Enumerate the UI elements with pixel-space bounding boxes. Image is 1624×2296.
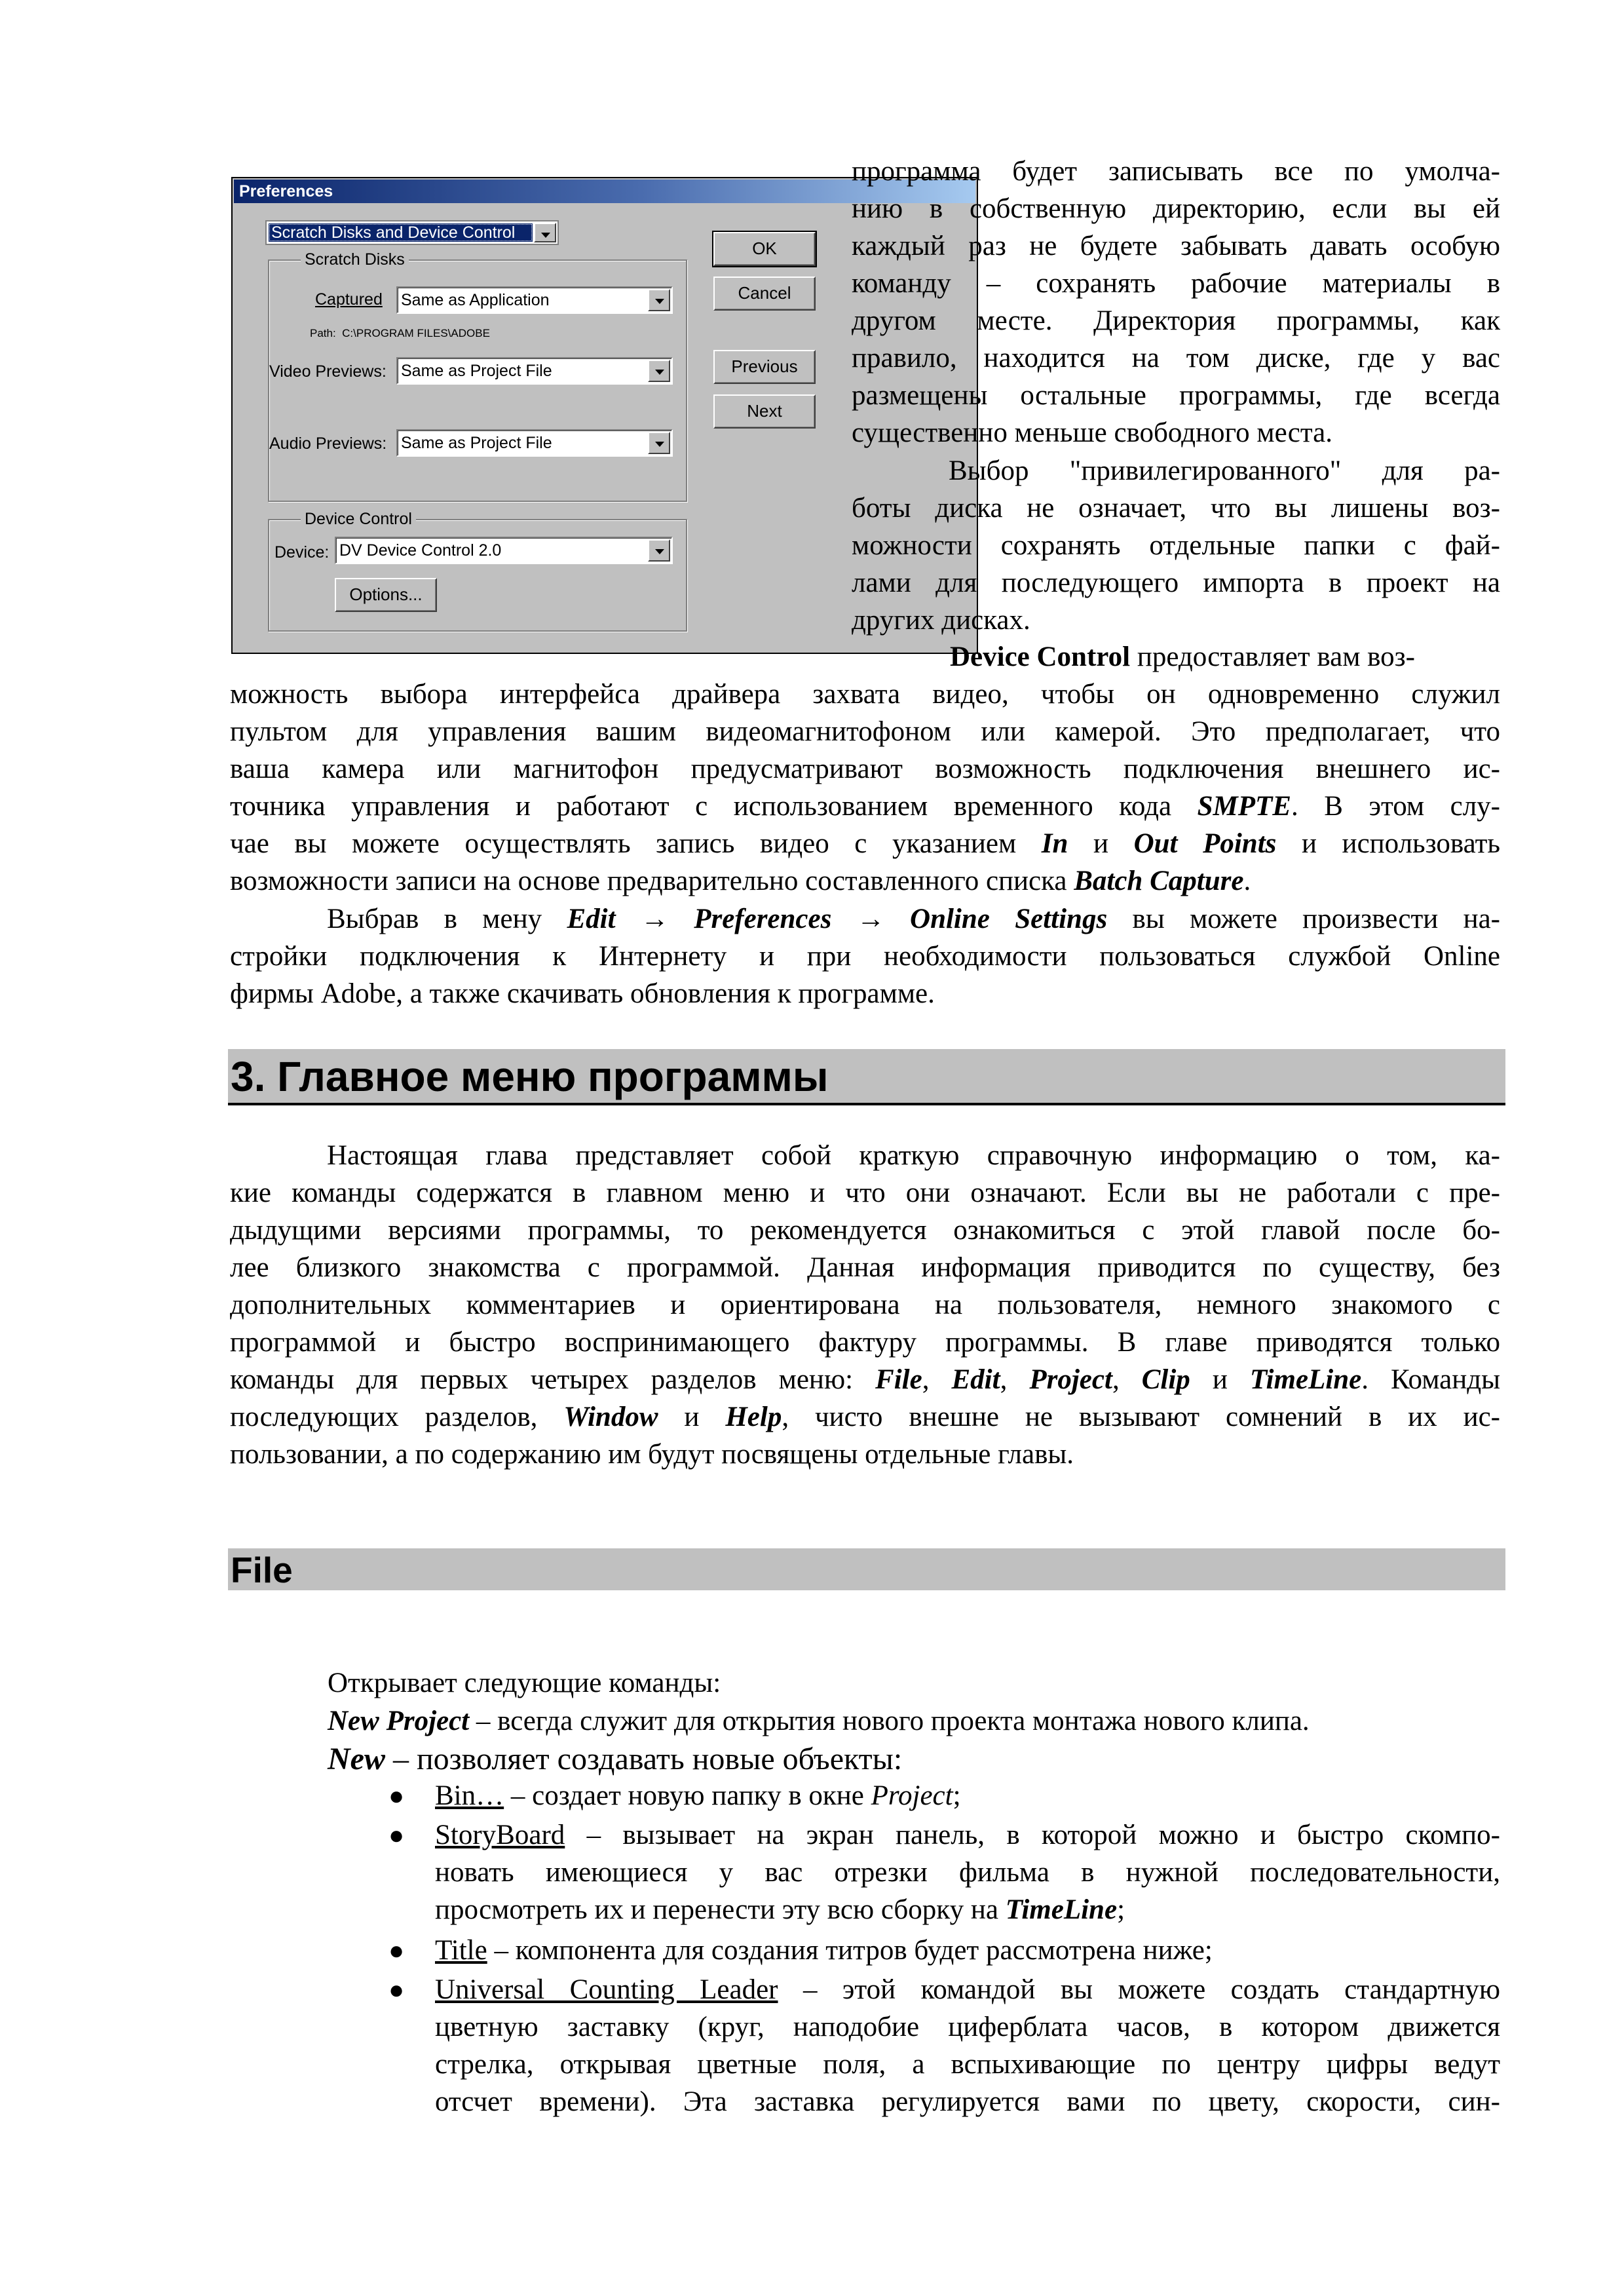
- title-link[interactable]: Title: [435, 1935, 487, 1966]
- text-line: стрелка, открывая цветные поля, а вспыхивающие по центру цифры ведут: [435, 2049, 1500, 2080]
- text-line: Universal Counting Leader – этой командой вы можете создать стандартную: [435, 1974, 1501, 2005]
- chevron-down-icon[interactable]: [648, 539, 670, 562]
- storyboard-link[interactable]: StoryBoard: [435, 1820, 565, 1850]
- ok-button[interactable]: OK: [713, 232, 816, 266]
- text-line: точника управления и работают с использованием временного кода SMPTE. В этом слу-: [230, 791, 1500, 822]
- text-line: лее близкого знакомства с программой. Данная информация приводится по существу, без: [230, 1252, 1500, 1283]
- text-line: команды для первых четырех разделов меню: File, Edit, Project, Clip и TimeLine. Команды: [230, 1364, 1501, 1395]
- text-line: программа будет записывать все по умолча-: [852, 156, 1500, 187]
- chapter-intro-paragraph: [230, 1137, 1500, 1473]
- audio-previews-label: Audio Previews:: [269, 434, 387, 453]
- captured-label: Captured: [315, 290, 383, 309]
- device-dropdown[interactable]: [335, 537, 673, 564]
- device-control-paragraph: [230, 638, 1500, 900]
- chevron-down-icon[interactable]: [648, 360, 670, 382]
- text-line: чае вы можете осуществлять запись видео с указанием In и Out Points и использовать: [230, 828, 1501, 859]
- text-line: боты диска не означает, что вы лишены воз-: [852, 493, 1500, 524]
- file-heading: File: [228, 1548, 1505, 1590]
- text-line: Выбрав в мену Edit → Preferences → Online Settings вы можете произвести на-: [327, 904, 1500, 934]
- next-button[interactable]: Next: [713, 394, 816, 429]
- text-line: каждый раз не будете забывать давать особую: [852, 231, 1500, 261]
- text-line: дополнительных комментариев и ориентирована на пользователя, немного знакомого с: [230, 1290, 1500, 1320]
- universal-counting-leader-link[interactable]: Universal Counting Leader: [435, 1974, 778, 2005]
- bullet-icon: ●: [388, 1975, 405, 2004]
- options-button[interactable]: Options...: [335, 578, 437, 612]
- cancel-button[interactable]: Cancel: [713, 277, 816, 311]
- text-line: команду – сохранять рабочие материалы в: [852, 268, 1500, 299]
- text-line: кие команды содержатся в главном меню и что они означают. Если вы не работали с пре-: [230, 1177, 1500, 1208]
- category-dropdown-value: Scratch Disks and Device Control: [269, 223, 533, 242]
- device-control-group-label: Device Control: [301, 510, 416, 528]
- text-line: последующих разделов, Window и Help, чисто внешне не вызывают сомнений в их ис-: [230, 1402, 1500, 1432]
- text-line: просмотреть их и перенести эту всю сборку на TimeLine;: [435, 1894, 1125, 1925]
- text-line: правило, находится на том диске, где у вас: [852, 343, 1500, 373]
- text-line: дыдущими версиями программы, то рекомендуется ознакомиться с этой главой после бо-: [230, 1215, 1500, 1246]
- video-previews-dropdown[interactable]: [396, 357, 673, 385]
- text-line: пультом для управления вашим видеомагнитофоном или камерой. Это предполагает, что: [230, 716, 1500, 747]
- new-project-line: New Project – всегда служит для открытия нового проекта монтажа нового клипа.: [328, 1706, 1310, 1736]
- chevron-down-icon[interactable]: [534, 223, 556, 242]
- bullet-universal-counting-leader: [435, 1971, 1500, 2120]
- device-control-group: [268, 519, 687, 632]
- text-line: других дисках.: [852, 605, 1030, 636]
- text-line: Выбор "привилегированного" для ра-: [949, 455, 1500, 486]
- text-line: возможности записи на основе предварительно составленного списка Batch Capture.: [230, 866, 1251, 896]
- file-opens-line: Открывает следующие команды:: [328, 1668, 721, 1698]
- bullet-bin: Bin… – создает новую папку в окне Project;: [435, 1780, 961, 1811]
- text-line: другом месте. Директория программы, как: [852, 305, 1500, 336]
- dialog-title-bar: Preferences: [234, 180, 975, 203]
- privileged-disk-paragraph: [852, 452, 1500, 639]
- text-line: новать имеющиеся у вас отрезки фильма в нужной последовательности,: [435, 1857, 1500, 1888]
- intro-column-paragraph: [852, 153, 1500, 451]
- text-line: отсчет времени). Эта заставка регулируется вами по цвету, скорости, син-: [435, 2086, 1500, 2117]
- text-line: лами для последующего импорта в проект на: [852, 567, 1500, 598]
- audio-previews-value: Same as Project File: [401, 434, 552, 452]
- text-line: цветную заставку (круг, наподобие циферблата часов, в котором движется: [435, 2012, 1500, 2042]
- text-line: можности сохранять отдельные папки с фай-: [852, 530, 1500, 561]
- bin-link[interactable]: Bin…: [435, 1780, 504, 1811]
- text-line: размещены остальные программы, где всегда: [852, 380, 1500, 411]
- text-line: стройки подключения к Интернету и при необходимости пользоваться службой Online: [230, 941, 1500, 972]
- bullet-title: Title – компонента для создания титров будет рассмотрена ниже;: [435, 1935, 1213, 1966]
- device-value: DV Device Control 2.0: [339, 541, 502, 560]
- scratch-disks-group-label: Scratch Disks: [301, 250, 409, 269]
- category-dropdown[interactable]: [265, 220, 559, 245]
- text-line: программой и быстро воспринимающего фактуру программы. В главе приводятся только: [230, 1327, 1500, 1358]
- online-settings-paragraph: [230, 900, 1500, 1012]
- text-line: ваша камера или магнитофон предусматривают возможность подключения внешнего ис-: [230, 754, 1500, 784]
- path-readout: Path: C:\PROGRAM FILES\ADOBE: [310, 327, 490, 339]
- text-line: пользовании, а по содержанию им будут посвящены отдельные главы.: [230, 1439, 1074, 1470]
- text-line: фирмы Adobe, а также скачивать обновления к программе.: [230, 978, 935, 1009]
- text-line: нию в собственную директорию, если вы ей: [852, 193, 1500, 224]
- captured-dropdown[interactable]: [396, 286, 673, 314]
- text-line: StoryBoard – вызывает на экран панель, в которой можно и быстро скомпо-: [435, 1820, 1500, 1850]
- text-line: Device Control предоставляет вам воз-: [950, 641, 1415, 672]
- text-line: существенно меньше свободного места.: [852, 417, 1332, 448]
- bullet-storyboard: [435, 1816, 1500, 1928]
- bullet-icon: ●: [388, 1781, 405, 1810]
- chevron-down-icon[interactable]: [648, 432, 670, 454]
- bullet-icon: ●: [388, 1820, 405, 1850]
- text-line: можность выбора интерфейса драйвера захвата видео, чтобы он одновременно служил: [230, 679, 1500, 710]
- bullet-icon: ●: [388, 1936, 405, 1965]
- device-label: Device:: [274, 543, 330, 562]
- text-line: Настоящая глава представляет собой краткую справочную информацию о том, ка-: [327, 1140, 1500, 1171]
- audio-previews-dropdown[interactable]: [396, 429, 673, 457]
- new-line: New – позволяет создавать новые объекты:: [328, 1742, 903, 1776]
- video-previews-value: Same as Project File: [401, 362, 552, 380]
- section-heading: 3. Главное меню программы: [228, 1049, 1505, 1105]
- chevron-down-icon[interactable]: [648, 289, 670, 311]
- captured-value: Same as Application: [401, 291, 550, 309]
- video-previews-label: Video Previews:: [269, 362, 387, 381]
- previous-button[interactable]: Previous: [713, 350, 816, 384]
